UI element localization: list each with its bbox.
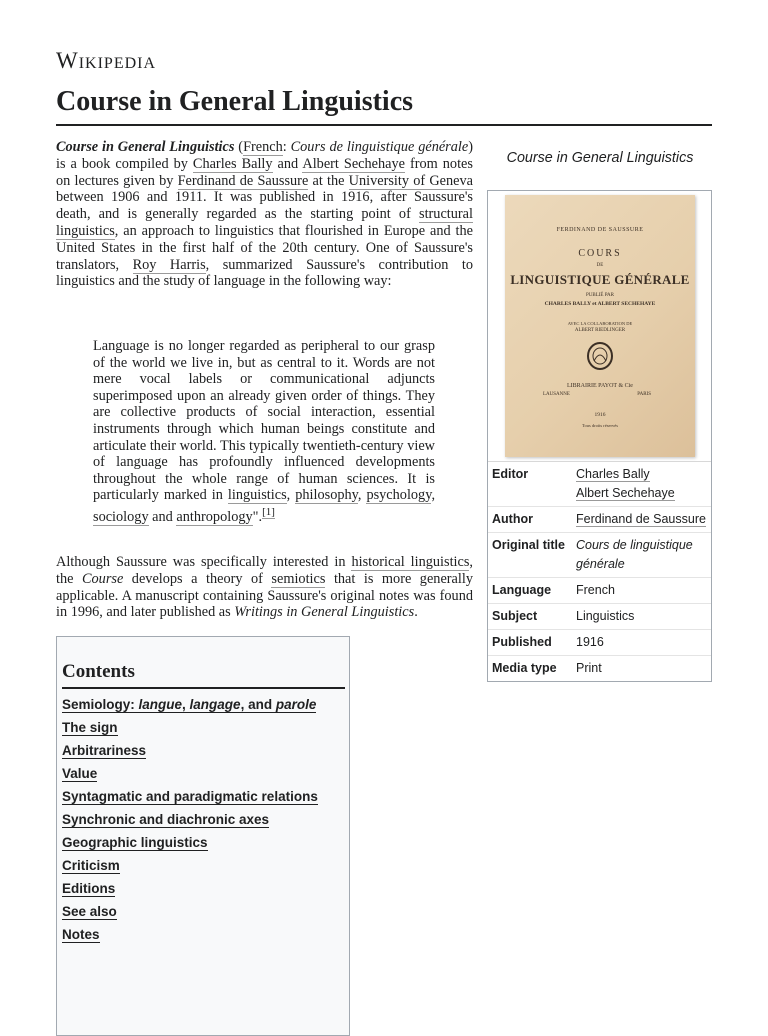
wikipedia-logo[interactable] — [56, 48, 156, 74]
toc-item-the-sign[interactable]: The sign — [62, 720, 118, 735]
toc-item-semiology[interactable]: Semiology: langue, langage, and parole — [62, 697, 317, 712]
link-semiotics[interactable]: semiotics — [271, 570, 326, 587]
link-author-saussure[interactable]: Ferdinand de Saussure — [576, 512, 706, 526]
infobox-row-language: Language French — [488, 578, 711, 604]
toc-title: Contents — [62, 661, 345, 689]
cover-de: DE — [596, 263, 604, 268]
toc-list — [62, 695, 318, 948]
toc-item-see-also[interactable]: See also — [62, 904, 117, 919]
infobox-row-media-type: Media type Print — [492, 661, 602, 675]
toc-item-synchronic[interactable]: Synchronic and diachronic axes — [62, 812, 270, 827]
toc-item-notes[interactable]: Notes — [62, 927, 100, 942]
table-of-contents — [56, 636, 350, 1036]
cover-rights: Tous droits réservés — [582, 423, 618, 428]
book-cover-image[interactable] — [505, 195, 695, 457]
infobox-row-original-title: Original title Cours de linguistique générale — [488, 533, 711, 578]
link-structural-linguistics[interactable]: structural linguistics — [56, 206, 473, 239]
toc-item-criticism[interactable]: Criticism — [62, 858, 120, 873]
cover-avec: AVEC LA COLLABORATION DE — [567, 321, 633, 326]
french-title: Cours de linguistique générale — [290, 139, 469, 155]
link-albert-sechehaye[interactable]: Albert Sechehaye — [302, 155, 406, 172]
link-roy-harris[interactable]: Roy Harris — [132, 256, 206, 273]
second-paragraph: Although Saussure was specifically interested in historical linguistics, the Course develops a theory of semiotics that is more generally applicable. A manuscript containing Saussure's original notes was found in 1996, and later published as Writings in General Linguistics. — [56, 554, 473, 621]
link-editor-sechehaye[interactable]: Albert Sechehaye — [576, 486, 675, 500]
link-anthropology[interactable]: anthropology — [176, 508, 253, 525]
infobox-row-published: Published 1916 — [488, 630, 711, 656]
link-philosophy[interactable]: philosophy — [295, 487, 358, 504]
link-psychology[interactable]: psychology — [366, 487, 432, 504]
cover-publie: PUBLIÉ PAR — [585, 293, 615, 298]
infobox — [487, 190, 712, 682]
cover-emblem-icon — [583, 341, 617, 371]
link-charles-bally[interactable]: Charles Bally — [192, 155, 273, 172]
cover-cours: COURS — [578, 248, 622, 259]
block-quote: Language is no longer regarded as peripheral to our grasp of the world we live in, but as central to it. Words are not mere vocal labels or communicational adjuncts superimposed upon an already given order of things. They are collective products of social interaction, essential instruments through which human beings constitute and articulate their world. This typically twentieth-century view of language has profoundly influenced developments throughout the whole range of human sciences. It is particularly marked in linguistics, philosophy, psychology, sociology and anthropology".[1] — [93, 338, 436, 525]
cover-author: FERDINAND DE SAUSSURE — [556, 227, 644, 233]
cover-editors: CHARLES BALLY et ALBERT SECHEHAYE — [544, 301, 656, 307]
link-editor-bally[interactable]: Charles Bally — [576, 467, 650, 481]
link-sociology[interactable]: sociology — [93, 508, 149, 525]
toc-item-geographic[interactable]: Geographic linguistics — [62, 835, 208, 850]
infobox-row-author: Author Ferdinand de Saussure — [488, 507, 711, 533]
cover-main-title: LINGUISTIQUE GÉNÉRALE — [510, 272, 690, 287]
link-linguistics[interactable]: linguistics — [227, 487, 287, 504]
toc-item-syntagmatic[interactable]: Syntagmatic and paradigmatic relations — [62, 789, 318, 804]
cover-year: 1916 — [594, 412, 606, 418]
cover-lausanne: LAUSANNE — [543, 392, 570, 397]
wikipedia-wordmark: Wikipedia — [56, 48, 157, 73]
toc-item-arbitrariness[interactable]: Arbitrariness — [62, 743, 147, 758]
cover-riedlinger: ALBERT RIEDLINGER — [574, 328, 626, 333]
link-ferdinand-de-saussure[interactable]: Ferdinand de Saussure — [177, 172, 309, 189]
infobox-row-subject: Subject Linguistics — [488, 604, 711, 630]
infobox-caption: Course in General Linguistics — [506, 150, 694, 166]
intro-paragraph: Course in General Linguistics (French: Cours de linguistique générale) is a book compiled by Charles Bally and Albert Sechehaye from notes on lectures given by Ferdinand de Saussure at the University of Geneva between 1906 and 1911. It was published in 1916, after Saussure's death, and is generally regarded as the starting point of structural linguistics, an approach to linguistics that flourished in Europe and the United States in the first half of the 20th century. One of Saussure's translators, Roy Harris, summarized Saussure's contribution to linguistics and the study of language in the following way: — [56, 139, 473, 290]
infobox-row-editor: Editor Charles Bally Albert Sechehaye — [488, 462, 711, 507]
link-french[interactable]: French — [243, 139, 283, 155]
toc-item-value[interactable]: Value — [62, 766, 98, 781]
link-historical-linguistics[interactable]: historical linguistics — [351, 554, 470, 570]
intro-bold-title: Course in General Linguistics — [56, 139, 235, 155]
book-cover-frame — [488, 191, 711, 462]
cover-publisher: LIBRAIRIE PAYOT & Cie — [567, 383, 633, 389]
reference-1[interactable]: [1] — [262, 505, 275, 518]
link-university-of-geneva[interactable]: University of Geneva — [348, 172, 473, 189]
cover-paris: PARIS — [637, 392, 651, 397]
toc-item-editions[interactable]: Editions — [62, 881, 116, 896]
page-title: Course in General Linguistics — [56, 84, 712, 126]
